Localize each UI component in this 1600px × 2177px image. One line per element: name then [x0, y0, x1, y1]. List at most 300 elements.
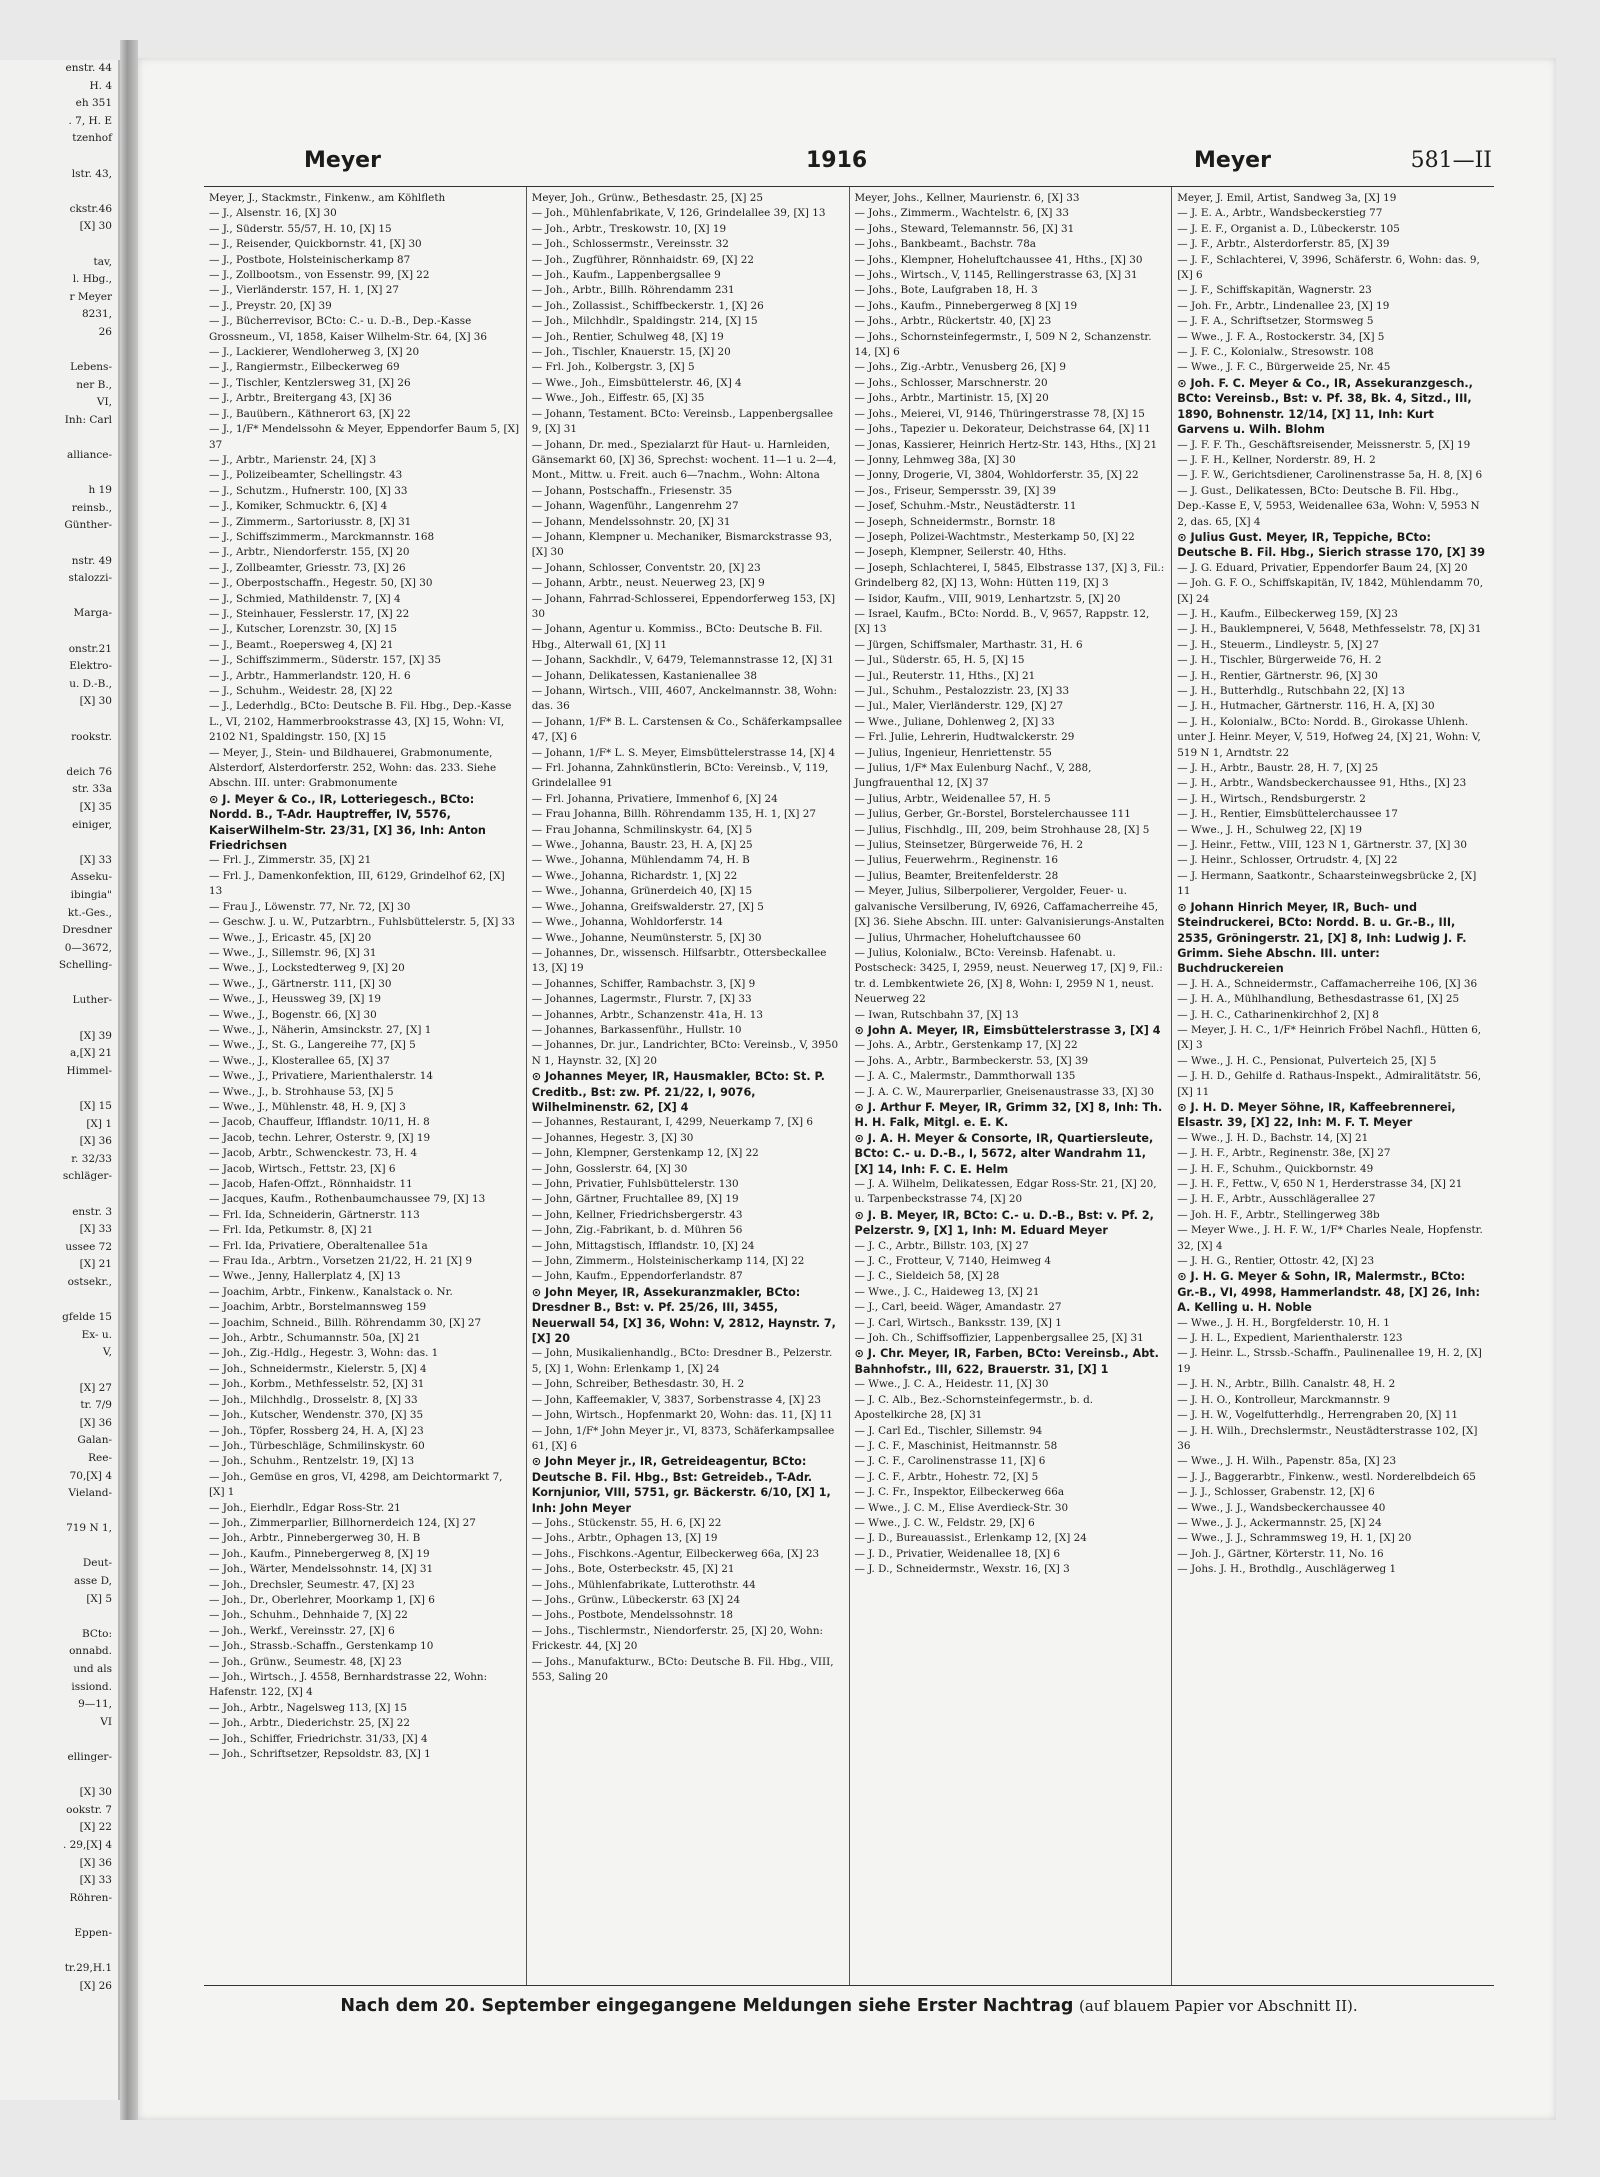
directory-entry: — J., Arbtr., Marienstr. 24, [X] 3: [209, 453, 377, 466]
facing-page-fragment: [0, 1080, 118, 1098]
facing-page-fragment: [0, 1010, 118, 1028]
directory-entry: — Johannes, Dr. jur., Landrichter, BCto: Vereinsb., V, 3950 N 1, Haynstr. 32, [X] 20: [531, 1039, 839, 1067]
directory-entry: — Johann, 1/F* B. L. Carstensen & Co., Schäferkampsallee 47, [X] 6: [531, 715, 842, 744]
facing-page-fragment: tav,: [93, 255, 112, 268]
directory-entry: — J., Lackierer, Wendloherweg 3, [X] 20: [209, 346, 420, 359]
directory-entry: — J. F. W., Gerichtsdiener, Carolinenstrasse 5a, H. 8, [X] 6: [1177, 469, 1483, 482]
directory-entry: — Joh., Mühlenfabrikate, V, 126, Grindelallee 39, [X] 13: [531, 207, 826, 220]
facing-page-fragment: u. D.-B.,: [69, 677, 112, 690]
facing-page-fragment: [0, 148, 118, 166]
directory-entry: — J., Rangiermstr., Eilbeckerweg 69: [209, 361, 400, 374]
facing-page-fragment: 26: [98, 325, 112, 338]
directory-entry: — J. Heinr., Schlosser, Ortrudstr. 4, [X] 22: [1177, 854, 1398, 867]
directory-entry: ⊙ Johann Hinrich Meyer, IR, Buch- und Steindruckerei, BCto: Nordd. B. u. Gr.-B., III, 2535, Gröningerstr. 21, [X] 8, Inh: Ludwig J. F. Grimm. Siehe Abschn. III. unter: Buchdruckereien: [1177, 900, 1467, 976]
footer-main: Nach dem 20. September eingegangene Meldungen siehe Erster Nachtrag: [340, 1996, 1074, 2016]
directory-entry: — Isidor, Kaufm., VIII, 9019, Lenhartzstr. 5, [X] 20: [854, 592, 1121, 605]
facing-page-fragment: [X] 33: [79, 1874, 112, 1887]
directory-entry: — Johannes, Hegestr. 3, [X] 30: [531, 1131, 694, 1144]
directory-entry: — Joachim, Arbtr., Borstelmannsweg 159: [209, 1301, 427, 1314]
directory-entry: — J., Arbtr., Breitergang 43, [X] 36: [209, 392, 392, 405]
directory-entry: — J., Zollbootsm., von Essenstr. 99, [X] 22: [209, 269, 430, 282]
directory-entry: — Israel, Kaufm., BCto: Nordd. B., V, 9657, Rappstr. 12, [X] 13: [854, 607, 1150, 636]
directory-entry: — Julius, Arbtr., Weidenallee 57, H. 5: [854, 792, 1051, 805]
directory-entry: ⊙ Julius Gust. Meyer, IR, Teppiche, BCto: Deutsche B. Fil. Hbg., Sierich strasse 170, [X] 39: [1177, 530, 1486, 560]
directory-entry: — Joh., Korbm., Methfesselstr. 52, [X] 31: [209, 1378, 425, 1391]
directory-entry: — Geschw. J. u. W., Putzarbtrn., Fuhlsbüttelerstr. 5, [X] 33: [209, 916, 515, 929]
directory-entry: — Johs., Schornsteinfegermstr., I, 509 N 2, Schanzenstr. 14, [X] 6: [854, 330, 1152, 359]
directory-entry: — Joh. J., Gärtner, Körterstr. 11, No. 16: [1177, 1547, 1384, 1560]
facing-page-fragment: Vieland-: [68, 1487, 112, 1500]
directory-entry: — John, Wirtsch., Hopfenmarkt 20, Wohn: das. 11, [X] 11: [531, 1409, 833, 1422]
facing-page-fragment: stalozzi-: [68, 572, 112, 585]
facing-page-fragment: str. 33a: [72, 783, 112, 796]
facing-page-fragment: gfelde 15: [62, 1311, 112, 1324]
facing-page-fragment: . 7, H. E: [68, 114, 112, 127]
facing-page-fragment: ussee 72: [65, 1240, 112, 1253]
directory-entry: ⊙ John Meyer, IR, Assekuranzmakler, BCto: Dresdner B., Bst: v. Pf. 25/26, III, 3455, Neuerwall 54, [X] 36, Wohn: V, 2812, Haynstr. 7, [X] 20: [531, 1285, 836, 1346]
facing-page-fragment: eh 351: [75, 97, 112, 110]
directory-entry: — Joseph, Klempner, Seilerstr. 40, Hths.: [854, 546, 1067, 559]
facing-page-fragment: [0, 429, 118, 447]
directory-entry: — Johannes, Restaurant, I, 4299, Neuerkamp 7, [X] 6: [531, 1116, 813, 1129]
directory-entry: — J. H., Arbtr., Baustr. 28, H. 7, [X] 25: [1177, 762, 1379, 775]
directory-entry: — J. H. F., Schuhm., Quickbornstr. 49: [1177, 1162, 1374, 1175]
facing-page-fragment: [0, 1362, 118, 1380]
directory-entry: — J. E. A., Arbtr., Wandsbeckerstieg 77: [1177, 207, 1383, 220]
facing-page-fragment: tr.29,H.1: [64, 1962, 112, 1975]
facing-page-fragment: [X] 30: [79, 1786, 112, 1799]
directory-entry: — J. C. F., Arbtr., Hohestr. 72, [X] 5: [854, 1470, 1039, 1483]
directory-entry: — J. H., Kaufm., Eilbeckerweg 159, [X] 23: [1177, 607, 1398, 620]
directory-entry: — Johs., Zig.-Arbtr., Venusberg 26, [X] 9: [854, 361, 1066, 374]
directory-entry: — J. H., Butterhdlg., Rutschbahn 22, [X] 13: [1177, 685, 1405, 697]
directory-entry: — J. H., Bauklempnerei, V, 5648, Methfesselstr. 78, [X] 31: [1177, 623, 1482, 636]
directory-entry: — J. D., Privatier, Weidenallee 18, [X] 6: [854, 1547, 1060, 1560]
directory-entry: — Wwe., Johanne, Neumünsterstr. 5, [X] 30: [531, 931, 762, 944]
directory-entry: — J., Schutzm., Hufnerstr. 100, [X] 33: [209, 484, 408, 497]
footer-note: [204, 1996, 1494, 2016]
directory-entry: — Frau Johanna, Billh. Röhrendamm 135, H. 1, [X] 27: [531, 808, 816, 821]
directory-entry: — Johs., Meierei, VI, 9146, Thüringerstrasse 78, [X] 15: [854, 407, 1145, 420]
directory-entry: — Wwe., Johanna, Mühlendamm 74, H. B: [531, 854, 750, 867]
directory-entry: — Frl. Julie, Lehrerin, Hudtwalckerstr. 29: [854, 731, 1075, 744]
directory-page: [138, 58, 1556, 2120]
directory-entry: — J. H. W., Vogelfutterhdlg., Herrengraben 20, [X] 11: [1177, 1409, 1458, 1422]
facing-page-fragment: Deut-: [82, 1557, 112, 1570]
directory-entry: — Johs., Mühlenfabrikate, Lutterothstr. 44: [531, 1578, 756, 1591]
directory-entry: — Johann, Agentur u. Kommiss., BCto: Deutsche B. Fil. Hbg., Alterwall 61, [X] 11: [531, 623, 823, 651]
directory-entry: — J., Vierländerstr. 157, H. 1, [X] 27: [209, 284, 399, 297]
directory-entry: — Julius, Gerber, Gr.-Borstel, Borstelerchaussee 111: [854, 808, 1131, 821]
header-name-right: Meyer: [1194, 148, 1271, 173]
column-4: [1172, 187, 1494, 1985]
directory-entry: — Julius, Ingenieur, Henriettenstr. 55: [854, 746, 1052, 759]
directory-entry: — J. H., Kolonialw., BCto: Nordd. B., Girokasse Uhlenh. unter J. Heinr. Meyer, V, 519, Hofweg 24, [X] 21, Wohn: V, 519 N 1, Arndtstr. 22: [1177, 715, 1481, 759]
directory-entry: — Frl. J., Zimmerstr. 35, [X] 21: [209, 854, 372, 867]
directory-entry: — Johannes, Barkassenführ., Hullstr. 10: [531, 1023, 742, 1036]
directory-entry: — J. H. A., Mühlhandlung, Bethesdastrasse 61, [X] 25: [1177, 993, 1460, 1006]
facing-page-fragment: Himmel-: [66, 1064, 112, 1077]
directory-entry: — Johann, Postschaffn., Friesenstr. 35: [531, 484, 733, 497]
facing-page-fragment: [X] 26: [79, 1979, 112, 1992]
directory-entry: — Joh., Strassb.-Schaffn., Gerstenkamp 10: [209, 1640, 434, 1653]
directory-entry: — Wwe., Joh., Eimsbüttelerstr. 46, [X] 4: [531, 376, 742, 389]
directory-entry: — J. F. H., Kellner, Norderstr. 89, H. 2: [1177, 453, 1376, 466]
facing-page-fragment: ostsekr.,: [67, 1275, 112, 1288]
directory-entry: — J., Tischler, Kentzlersweg 31, [X] 26: [209, 376, 411, 389]
directory-entry: ⊙ J. Arthur F. Meyer, IR, Grimm 32, [X] 8, Inh: Th. H. H. Falk, Mitgl. e. E. K.: [854, 1100, 1163, 1130]
directory-entry: — Joh., Gemüse en gros, VI, 4298, am Deichtormarkt 7, [X] 1: [209, 1470, 503, 1499]
facing-page-fragment: V,: [102, 1346, 112, 1359]
directory-entry: — Jonas, Kassierer, Heinrich Hertz-Str. 143, Hths., [X] 21: [854, 438, 1158, 451]
directory-entry: — Julius, Beamter, Breitenfelderstr. 28: [854, 869, 1059, 882]
directory-entry: — Frl. Ida, Privatiere, Oberaltenallee 51a: [209, 1239, 428, 1252]
directory-entry: — Joh., Grünw., Seumestr. 48, [X] 23: [209, 1655, 402, 1668]
directory-entry: — John, Schreiber, Bethesdastr. 30, H. 2: [531, 1378, 745, 1391]
directory-entry: — Johann, Fahrrad-Schlosserei, Eppendorferweg 153, [X] 30: [531, 592, 835, 620]
directory-entry: — Jacob, Hafen-Offzt., Rönnhaidstr. 11: [209, 1178, 413, 1190]
facing-page-fragment: issiond.: [71, 1680, 112, 1693]
column-1: [204, 187, 527, 1985]
directory-entry: — Joachim, Schneid., Billh. Röhrendamm 30, [X] 27: [209, 1316, 482, 1329]
directory-entry: — Johs., Tischlermstr., Niendorferstr. 25, [X] 20, Wohn: Frickestr. 44, [X] 20: [531, 1624, 824, 1653]
directory-entry: — Jacob, techn. Lehrer, Osterstr. 9, [X] 19: [209, 1131, 431, 1144]
facing-page-fragment: [X] 22: [79, 1821, 112, 1834]
directory-entry: — Johs., Schlosser, Marschnerstr. 20: [854, 376, 1048, 389]
directory-entry: — Joh., Zig.-Hdlg., Hegestr. 3, Wohn: das. 1: [209, 1347, 439, 1360]
directory-entry: — Johannes, Schiffer, Rambachstr. 3, [X] 9: [531, 977, 756, 990]
directory-entry: — Joh., Milchhdlr., Spaldingstr. 214, [X] 15: [531, 315, 758, 328]
facing-page-fragment: deich 76: [66, 765, 112, 778]
directory-entry: — J. H. F., Fettw., V, 650 N 1, Herderstrasse 34, [X] 21: [1177, 1178, 1463, 1190]
directory-entry: — Johann, Wagenführ., Langenrehm 27: [531, 500, 739, 513]
directory-entry: — Wwe., J. F. A., Rostockerstr. 34, [X] 5: [1177, 330, 1385, 343]
directory-entry: — Johs., Kaufm., Pinnebergerweg 8 [X] 19: [854, 299, 1078, 312]
directory-entry: — Johann, Arbtr., neust. Neuerweg 23, [X] 9: [531, 577, 765, 590]
directory-entry: — Frau Ida., Arbtrn., Vorsetzen 21/22, H. 21 [X] 9: [209, 1255, 472, 1268]
facing-page-fragment: [0, 834, 118, 852]
facing-page-fragment: l. Hbg.,: [72, 273, 112, 286]
facing-page-fragment: VI: [100, 1715, 112, 1728]
facing-page-fragment: h 19: [88, 484, 112, 497]
directory-entry: — Jonny, Drogerie, VI, 3804, Wohldorferstr. 35, [X] 22: [854, 469, 1139, 482]
directory-entry: — J. C., Arbtr., Billstr. 103, [X] 27: [854, 1239, 1029, 1252]
directory-entry: — J., Oberpostschaffn., Hegestr. 50, [X] 30: [209, 577, 433, 590]
directory-entry: — John, Kaufm., Eppendorferlandstr. 87: [531, 1270, 743, 1283]
directory-entry: — Julius, Fischhdlg., III, 209, beim Strohhause 28, [X] 5: [854, 823, 1150, 836]
facing-page-fragment: asse D,: [74, 1575, 112, 1588]
directory-entry: ⊙ J. H. D. Meyer Söhne, IR, Kaffeebrennerei, Elsastr. 39, [X] 22, Inh: M. F. T. Meyer: [1177, 1100, 1456, 1130]
directory-entry: — Johann, Schlosser, Conventstr. 20, [X] 23: [531, 561, 761, 574]
directory-entry: — Johs., Arbtr., Rückertstr. 40, [X] 23: [854, 315, 1052, 328]
facing-page-fragment: 719 N 1,: [66, 1522, 112, 1535]
directory-entry: ⊙ J. B. Meyer, IR, BCto: C.- u. D.-B., Bst: v. Pf. 2, Pelzerstr. 9, [X] 1, Inh: M. Eduard Meyer: [854, 1208, 1154, 1238]
directory-entry: — Wwe., J. H., Schulweg 22, [X] 19: [1177, 823, 1363, 836]
directory-entry: — Joseph, Schlachterei, I, 5845, Elbstrasse 137, [X] 3, Fil.: Grindelberg 82, [X] 13, Wohn: Hütten 119, [X] 3: [854, 561, 1165, 590]
directory-entry: — Johann, Delikatessen, Kastanienallee 38: [531, 669, 757, 682]
directory-entry: — Meyer, J. H. C., 1/F* Heinrich Fröbel Nachfl., Hütten 6, [X] 3: [1177, 1023, 1482, 1052]
directory-entry: — Joh., Arbtr., Nagelsweg 113, [X] 15: [209, 1701, 407, 1714]
directory-entry: — Frl. Ida, Schneiderin, Gärtnerstr. 113: [209, 1208, 420, 1221]
directory-entry: — Wwe., J., b. Strohhause 53, [X] 5: [209, 1085, 394, 1098]
facing-page-fragment: ellinger-: [67, 1751, 112, 1763]
directory-entry: — Johann, Dr. med., Spezialarzt für Haut- u. Harnleiden, Gänsemarkt 60, [X] 36, Sprechst: wochent. 11—1 u. 2—4, Mont., Mittw. u. Freit. auch 6—7nachm., Wohn: Altona: [531, 438, 837, 482]
facing-page-fragment: alliance-: [67, 449, 112, 462]
directory-entry: — Jul., Maler, Vierländerstr. 129, [X] 27: [854, 700, 1064, 713]
facing-page-fragment: [0, 1731, 118, 1749]
directory-entry: — Johann, Testament. BCto: Vereinsb., Lappenbergsallee 9, [X] 31: [531, 407, 834, 436]
directory-entry: — Joh., Drechsler, Seumestr. 47, [X] 23: [209, 1578, 415, 1591]
facing-page-fragment: Lebens-: [70, 361, 112, 374]
facing-page-fragment: a,[X] 21: [70, 1047, 112, 1060]
directory-entry: — Joh., Schuhm., Rentzelstr. 19, [X] 13: [209, 1455, 415, 1468]
directory-entry: — Johs., Manufakturw., BCto: Deutsche B. Fil. Hbg., VIII, 553, Saling 20: [531, 1655, 834, 1683]
facing-page-fragment: r. 32/33: [71, 1152, 112, 1165]
directory-entry: — Joh., Schlossermstr., Vereinsstr. 32: [531, 238, 729, 251]
directory-entry: — J., Carl, beeid. Wäger, Amandastr. 27: [854, 1301, 1062, 1314]
facing-page-fragment: r Meyer: [69, 290, 112, 303]
facing-page-fragment: [0, 588, 118, 606]
directory-entry: — Joh., Rentier, Schulweg 48, [X] 19: [531, 330, 724, 343]
facing-page-fragment: [X] 15: [79, 1100, 112, 1113]
directory-entry: — J. E. F., Organist a. D., Lübeckerstr. 105: [1177, 222, 1400, 235]
directory-entry: — Josef, Schuhm.-Mstr., Neustädterstr. 11: [854, 500, 1077, 513]
directory-entry: — Jacob, Wirtsch., Fettstr. 23, [X] 6: [209, 1162, 396, 1175]
facing-page-fragment: Eppen-: [74, 1926, 112, 1939]
directory-entry: — J. H. G., Rentier, Ottostr. 42, [X] 23: [1177, 1255, 1375, 1268]
facing-page-fragment: [0, 535, 118, 553]
directory-entry: — Joh. Ch., Schiffsoffizier, Lappenbergsallee 25, [X] 31: [854, 1332, 1144, 1345]
directory-entry: — Johs., Fischkons.-Agentur, Eilbeckerweg 66a, [X] 23: [531, 1547, 820, 1560]
directory-entry: — Joh., Zimmerparlier, Billhornerdeich 124, [X] 27: [209, 1516, 476, 1529]
facing-page-fragment: rookstr.: [71, 730, 112, 743]
directory-entry: — Joachim, Arbtr., Finkenw., Kanalstack o. Nr.: [209, 1285, 453, 1298]
facing-page-fragment: Galan-: [77, 1434, 112, 1447]
directory-entry: — J., Süderstr. 55/57, H. 10, [X] 15: [209, 222, 392, 235]
directory-entry: — J., Bauübern., Käthnerort 63, [X] 22: [209, 407, 411, 420]
directory-entry: — J. Hermann, Saatkontr., Schaarsteinwegsbrücke 2, [X] 11: [1177, 869, 1477, 898]
facing-page-fragment: [0, 1186, 118, 1204]
facing-page-fragment: [X] 33: [79, 853, 112, 866]
directory-entry: — Joseph, Polizei-Wachtmstr., Mesterkamp 50, [X] 22: [854, 530, 1135, 543]
directory-entry: — Joh., Dr., Oberlehrer, Moorkamp 1, [X] 6: [209, 1593, 435, 1606]
facing-page-fragment: [0, 975, 118, 993]
directory-entry: — Wwe., J., Klosterallee 65, [X] 37: [209, 1054, 390, 1067]
directory-entry: — Johs., Steward, Telemannstr. 56, [X] 31: [854, 222, 1075, 235]
facing-page-fragment: Inh: Carl: [64, 413, 112, 426]
directory-entry: — J. H. F., Arbtr., Ausschlägerallee 27: [1177, 1193, 1376, 1206]
directory-entry: — J., Schmied, Mathildenstr. 7, [X] 4: [209, 592, 401, 605]
facing-page-fragment: [0, 1292, 118, 1310]
directory-entry: — John, Kellner, Friedrichsbergerstr. 43: [531, 1208, 743, 1221]
directory-entry: — Joh., Wärter, Mendelssohnstr. 14, [X] 31: [209, 1563, 434, 1576]
facing-page-fragment: [X] 5: [86, 1592, 112, 1605]
directory-entry: — Joh., Arbtr., Treskowstr. 10, [X] 19: [531, 222, 727, 235]
directory-entry: — Frau Johanna, Schmilinskystr. 64, [X] 5: [531, 823, 753, 836]
directory-entry: — Joh., Schiffer, Friedrichstr. 31/33, [X] 4: [209, 1732, 428, 1745]
directory-entry: — Johs., Stückenstr. 55, H. 6, [X] 22: [531, 1516, 722, 1529]
directory-entry: — J. Gust., Delikatessen, BCto: Deutsche B. Fil. Hbg., Dep.-Kasse E, V, 5953, Weidenallee 63a, Wohn: V, 5953 N 2, das. 65, [X] 4: [1177, 484, 1480, 528]
directory-entry: — Wwe., Johanna, Richardstr. 1, [X] 22: [531, 869, 738, 882]
directory-entry: — J. H. D., Gehilfe d. Rathaus-Inspekt., Admiralitätstr. 56, [X] 11: [1177, 1070, 1482, 1098]
directory-entry: — John, Zimmerm., Holsteinischerkamp 114, [X] 22: [531, 1255, 805, 1268]
directory-entry: — Jacques, Kaufm., Rothenbaumchaussee 79, [X] 13: [209, 1193, 486, 1206]
directory-entry: — Meyer Wwe., J. H. F. W., 1/F* Charles Neale, Hopfenstr. 32, [X] 4: [1177, 1224, 1483, 1252]
directory-entry: — Wwe., J., Ericastr. 45, [X] 20: [209, 931, 372, 944]
directory-entry: — J., Postbote, Holsteinischerkamp 87: [209, 253, 411, 266]
facing-page-fragment: [0, 1943, 118, 1961]
facing-page-fragment: [0, 342, 118, 360]
directory-entry: — Wwe., J., Näherin, Amsinckstr. 27, [X] 1: [209, 1023, 432, 1036]
directory-entry: — J. Carl Ed., Tischler, Sillemstr. 94: [854, 1424, 1043, 1437]
directory-entry: — Jul., Schuhm., Pestalozzistr. 23, [X] 33: [854, 685, 1070, 697]
directory-entry: — J. Carl, Wirtsch., Banksstr. 139, [X] 1: [854, 1316, 1062, 1329]
directory-entry: — J. H. A., Schneidermstr., Caffamacherreihe 106, [X] 36: [1177, 977, 1478, 990]
facing-page-fragment: Günther-: [64, 519, 112, 532]
facing-page-fragment: enstr. 44: [65, 62, 112, 74]
directory-entry: — Joh., Kaufm., Pinnebergerweg 8, [X] 19: [209, 1547, 430, 1560]
directory-entry: — Joh., Kutscher, Wendenstr. 370, [X] 35: [209, 1409, 424, 1422]
directory-entry: — J. H. C., Catharinenkirchhof 2, [X] 8: [1177, 1008, 1379, 1021]
directory-entry: ⊙ J. Chr. Meyer, IR, Farben, BCto: Vereinsb., Abt. Bahnhofstr., III, 622, Brauerstr. 31, [X] 1: [854, 1347, 1159, 1376]
directory-entry: — Wwe., Joh., Eiffestr. 65, [X] 35: [531, 392, 705, 405]
directory-entry: — Wwe., Jenny, Hallerplatz 4, [X] 13: [209, 1270, 401, 1283]
directory-entry: — Frl. J., Damenkonfektion, III, 6129, Grindelhof 62, [X] 13: [209, 869, 505, 898]
directory-entry: — J. F., Arbtr., Alsterdorferstr. 85, [X] 39: [1177, 238, 1390, 251]
directory-entry: — J., Schuhm., Weidestr. 28, [X] 22: [209, 685, 393, 697]
directory-entry: — John, Privatier, Fuhlsbüttelerstr. 130: [531, 1178, 739, 1190]
facing-page-fragment: [X] 35: [79, 800, 112, 813]
facing-page-fragment: reinsb.,: [71, 501, 112, 514]
directory-entry: — J. H. O., Kontrolleur, Marckmannstr. 9: [1177, 1393, 1391, 1406]
directory-entry: — J. H., Tischler, Bürgerweide 76, H. 2: [1177, 654, 1382, 667]
directory-entry: — Joh., Schneidermstr., Kielerstr. 5, [X] 4: [209, 1362, 427, 1375]
facing-page-fragment: Ree-: [88, 1451, 112, 1464]
directory-entry: — Joseph, Schneidermstr., Bornstr. 18: [854, 515, 1056, 528]
facing-page-fragment: 8231,: [81, 308, 112, 321]
directory-entry: — Johs., Grünw., Lübeckerstr. 63 [X] 24: [531, 1593, 741, 1606]
directory-entry: — J. D., Schneidermstr., Wexstr. 16, [X] 3: [854, 1563, 1070, 1576]
facing-page-fragment: [0, 183, 118, 201]
directory-entry: — Joh. Fr., Arbtr., Lindenallee 23, [X] 19: [1177, 299, 1390, 312]
directory-entry: — Wwe., J. F. C., Bürgerweide 25, Nr. 45: [1177, 361, 1391, 374]
directory-entry: — Johann, Mendelssohnstr. 20, [X] 31: [531, 515, 731, 528]
directory-entry: — Wwe., J. C. M., Elise Averdieck-Str. 30: [854, 1501, 1069, 1514]
directory-entry: — Joh., Schuhm., Dehnhaide 7, [X] 22: [209, 1609, 408, 1622]
directory-entry: — J., Polizeibeamter, Schellingstr. 43: [209, 469, 403, 482]
facing-page-fragment: Schelling-: [58, 959, 112, 972]
facing-page-fragment: [0, 236, 118, 254]
directory-entry: — Wwe., Johanna, Grünerdeich 40, [X] 15: [531, 885, 753, 898]
facing-page-fragment: ner B.,: [76, 378, 112, 391]
facing-page-fragment: . 29,[X] 4: [62, 1838, 112, 1851]
facing-page-fragment: schläger-: [62, 1170, 112, 1183]
directory-entry: — Wwe., Johanna, Baustr. 23, H. A, [X] 25: [531, 839, 753, 852]
directory-entry: ⊙ Johannes Meyer, IR, Hausmakler, BCto: St. P. Creditb., Bst: zw. Pf. 21/22, I, 9076, Wilhelminenstr. 62, [X] 4: [531, 1070, 825, 1114]
directory-entry: ⊙ J. Meyer & Co., IR, Lotteriegesch., BCto: Nordd. B., T-Adr. Hauptreffer, IV, 5576, KaiserWilhelm-Str. 23/31, [X] 36, Inh: Anton Friedrichsen: [209, 792, 486, 853]
directory-entry: — Wwe., J. H. C., Pensionat, Pulverteich 25, [X] 5: [1177, 1054, 1437, 1067]
header-year: 1916: [806, 148, 868, 173]
directory-entry: — Wwe., J., Privatiere, Marienthalerstr. 14: [209, 1070, 433, 1083]
facing-page-fragment: [X] 36: [79, 1135, 112, 1148]
directory-entry: — Joh., Arbtr., Schumannstr. 50a, [X] 21: [209, 1332, 421, 1345]
directory-entry: — Johs., Zimmerm., Wachtelstr. 6, [X] 33: [854, 207, 1069, 220]
directory-entry: — Johann, Sackhdlr., V, 6479, Telemannstrasse 12, [X] 31: [531, 654, 834, 667]
left-page-margin: [0, 60, 120, 2100]
directory-entry: — Wwe., J., Heussweg 39, [X] 19: [209, 993, 382, 1006]
directory-entry: — Wwe., J. C. A., Heidestr. 11, [X] 30: [854, 1378, 1049, 1391]
facing-page-fragment: [0, 1538, 118, 1556]
directory-entry: — Wwe., J. C., Haideweg 13, [X] 21: [854, 1285, 1040, 1298]
facing-page-fragment: [X] 36: [79, 1416, 112, 1429]
directory-entry: — Wwe., Johanna, Greifswalderstr. 27, [X] 5: [531, 900, 764, 913]
column-3: [850, 187, 1173, 1985]
directory-entry: — J., Kutscher, Lorenzstr. 30, [X] 15: [209, 623, 398, 636]
facing-page-fragment: [0, 1608, 118, 1626]
directory-entry: — Wwe., J. J., Ackermannstr. 25, [X] 24: [1177, 1516, 1382, 1529]
directory-entry: — J. C., Frotteur, V, 7140, Heimweg 4: [854, 1255, 1052, 1268]
directory-columns: [204, 186, 1494, 1986]
directory-entry: — Johann, 1/F* L. S. Meyer, Eimsbüttelerstrasse 14, [X] 4: [531, 746, 836, 759]
facing-page-fragment: enstr. 3: [72, 1205, 112, 1218]
directory-entry: — J. F., Schlachterei, V, 3996, Schäferstr. 6, Wohn: das. 9, [X] 6: [1177, 253, 1480, 282]
directory-entry: Meyer, J. Emil, Artist, Sandweg 3a, [X] 19: [1177, 192, 1397, 204]
directory-entry: — John, Gärtner, Fruchtallee 89, [X] 19: [531, 1193, 739, 1206]
column-2: [527, 187, 850, 1985]
directory-entry: — John, Zig.-Fabrikant, b. d. Mühren 56: [531, 1224, 743, 1237]
directory-entry: — J., Preystr. 20, [X] 39: [209, 299, 332, 312]
directory-entry: — Joh., Kaufm., Lappenbergsallee 9: [531, 269, 721, 282]
directory-entry: — J. C. F., Maschinist, Heitmannstr. 58: [854, 1439, 1058, 1452]
directory-entry: — J. H., Wirtsch., Rendsburgerstr. 2: [1177, 792, 1366, 805]
directory-entry: — J. H., Arbtr., Wandsbeckerchaussee 91, Hths., [X] 23: [1177, 777, 1467, 790]
facing-page-fragment: [X] 30: [79, 220, 112, 233]
facing-page-fragment: [0, 1503, 118, 1521]
directory-entry: — Joh., Eierhdlr., Edgar Ross-Str. 21: [209, 1501, 401, 1514]
directory-entry: — Wwe., Johanna, Wohldorferstr. 14: [531, 916, 723, 929]
directory-entry: — Johann, Klempner u. Mechaniker, Bismarckstrasse 93, [X] 30: [531, 530, 833, 559]
facing-page-fragment: nstr. 49: [71, 554, 112, 567]
facing-page-fragment: und als: [73, 1663, 112, 1676]
directory-entry: — Johs. A., Arbtr., Barmbeckerstr. 53, [X] 39: [854, 1054, 1089, 1067]
directory-entry: — Jos., Friseur, Sempersstr. 39, [X] 39: [854, 484, 1056, 497]
facing-page-fragment: [0, 623, 118, 641]
directory-entry: — J. H. Wilh., Drechslermstr., Neustädterstrasse 102, [X] 36: [1177, 1424, 1478, 1452]
facing-page-fragment: [X] 1: [86, 1117, 112, 1130]
facing-page-fragment: [X] 30: [79, 695, 112, 708]
directory-entry: — J., Beamt., Roepersweg 4, [X] 21: [209, 638, 394, 651]
directory-entry: — Wwe., J., Lockstedterweg 9, [X] 20: [209, 962, 405, 975]
directory-entry: — J. J., Schlosser, Grabenstr. 12, [X] 6: [1177, 1486, 1375, 1499]
facing-page-fragment: lstr. 43,: [71, 167, 112, 180]
directory-entry: Meyer, Joh., Grünw., Bethesdastr. 25, [X] 25: [531, 192, 764, 204]
directory-entry: — J., Zollbeamter, Griesstr. 73, [X] 26: [209, 561, 406, 574]
directory-entry: — Jul., Süderstr. 65, H. 5, [X] 15: [854, 654, 1025, 667]
directory-entry: — Joh., Arbtr., Diederichstr. 25, [X] 22: [209, 1717, 410, 1730]
facing-page-fragment: [X] 21: [79, 1258, 112, 1271]
directory-entry: ⊙ John Meyer jr., IR, Getreideagentur, BCto: Deutsche B. Fil. Hbg., Bst: Getreideb., T-Adr. Kornjunior, VIII, 5751, gr. Bäckerstr. 6/10, [X] 1, Inh: John Meyer: [531, 1455, 831, 1515]
directory-entry: — J., Komiker, Schmucktr. 6, [X] 4: [209, 500, 388, 513]
facing-page-fragment: [0, 1907, 118, 1925]
directory-entry: — Johs., Wirtsch., V, 1145, Rellingerstrasse 63, [X] 31: [854, 269, 1138, 282]
facing-page-fragment: 9—11,: [78, 1698, 112, 1711]
directory-entry: — J., Zimmerm., Sartoriusstr. 8, [X] 31: [209, 515, 412, 528]
directory-entry: — Joh., Zollassist., Schiffbeckerstr. 1, [X] 26: [531, 299, 764, 312]
directory-entry: — J., 1/F* Mendelssohn & Meyer, Eppendorfer Baum 5, [X] 37: [209, 423, 520, 451]
directory-entry: — Joh., Töpfer, Rossberg 24, H. A, [X] 23: [209, 1424, 424, 1437]
directory-entry: — Johs., Klempner, Hoheluftchaussee 41, Hths., [X] 30: [854, 253, 1143, 266]
directory-entry: — John, 1/F* John Meyer jr., VI, 8373, Schäferkampsallee 61, [X] 6: [531, 1424, 835, 1452]
